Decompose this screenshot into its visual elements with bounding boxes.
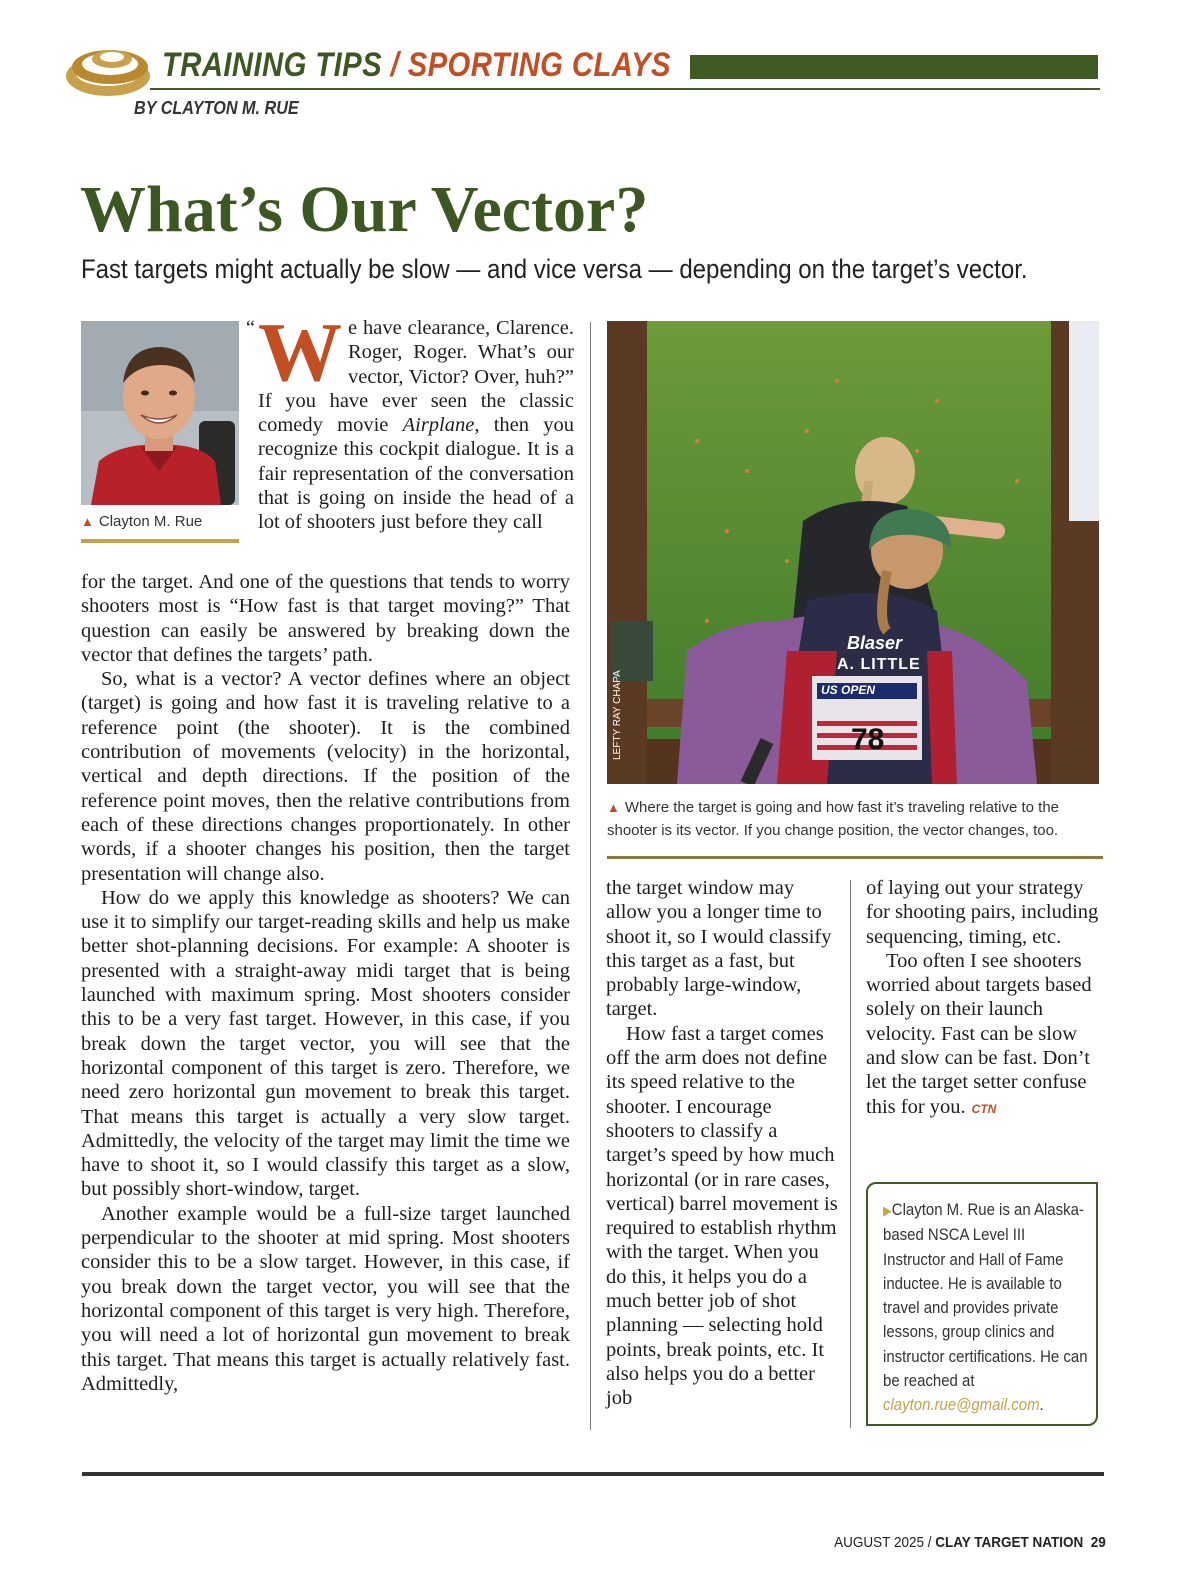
vest-name: A. LITTLE <box>837 656 921 673</box>
author-portrait-caption: ▲ Clayton M. Rue <box>81 513 203 530</box>
article-column-2 <box>606 876 838 1411</box>
page-number: 29 <box>1090 1534 1106 1551</box>
paragraph: the target window may allow you a longer time to shoot it, so I would classify this target as a fast, but probably large-window, target. <box>606 877 832 1021</box>
header-rule <box>150 88 1100 90</box>
movie-title: Airplane <box>402 414 475 437</box>
article-title: What’s Our Vector? <box>80 173 649 246</box>
paragraph: How do we apply this knowledge as shooters? We can use it to simplify our target-reading skills and help us make better shot-planning decisions. For example: A shooter is presented with a straight-away midi target that is being launched with maximum spring. Most shooters consider this to be a very fast target. However, in this case, if you break down the target vector, you will see that the horizontal component of this target is zero. Therefore, we need zero horizontal gun movement to break this target. That means this target is actually a very slow target. Admittedly, the velocity of the target may limit the time we have to shoot it, so I would classify this target as a slow, but possibly short-window, target. <box>81 886 570 1201</box>
article-column-1 <box>81 570 570 1396</box>
column-divider <box>850 880 851 1428</box>
article-column-3 <box>866 876 1100 1121</box>
footer-rule <box>82 1472 1104 1476</box>
caption-rule <box>607 856 1103 859</box>
paragraph: How fast a target comes off the arm does not define its speed relative to the shooter. I encourage shooters to classify a target’s speed by how much horizontal (or in rare cases, vertical) barrel movement is required to establish rhythm with the target. When you do this, it helps you do a much better job of shot planning — selecting hold points, break points, etc. It also helps you do a better job <box>606 1022 838 1410</box>
bib-label: US OPEN <box>821 683 876 697</box>
section-secondary: SPORTING CLAYS <box>407 46 671 84</box>
column-divider <box>590 322 591 1430</box>
author-email-link[interactable]: clayton.rue@gmail.com <box>883 1395 1040 1415</box>
magazine-name: CLAY TARGET NATION <box>935 1534 1084 1551</box>
byline: BY CLAYTON M. RUE <box>134 98 299 118</box>
section-separator: / <box>382 46 408 84</box>
issue-date: AUGUST 2025 <box>834 1534 925 1551</box>
caption-triangle-icon: ▲ <box>607 800 620 815</box>
paragraph: Too often I see shooters worried about targets based solely on their launch velocity. Fast can be slow and slow can be fast. Don’t let the target setter confuse this for you. CTN <box>866 949 1092 1118</box>
bib-number: 78 <box>851 723 885 756</box>
section-kicker <box>162 46 671 85</box>
photo-credit: LEFTY RAY CHAPA <box>612 670 623 760</box>
vest-brand: Blaser <box>847 633 903 653</box>
paragraph: Another example would be a full-size target launched perpendicular to the shooter at mid spring. Most shooters consider this to be a slow target. However, in this case, if you break down the target vector, you will see that the horizontal component of this target is very high. Therefore, you will need a lot of horizontal gun movement to break this target. That means this target is actually relatively fast. Admittedly, <box>81 1202 570 1395</box>
article-deck: Fast targets might actually be slow — and vice versa — depending on the target’s vector. <box>81 254 1028 284</box>
article-intro: “ We have clearance, Clarence. Roger, Roger. What’s our vector, Victor? Over, huh?” If you have ever seen the classic comedy movie Airplane, then you recognize this cockpit dialogue. It is a fair representation of the conversation that is going on inside the head of a lot of shooters just before they call <box>246 306 574 534</box>
opening-quote: “ <box>246 317 255 339</box>
bio-text: Clayton M. Rue is an Alaska-based NSCA Level III Instructor and Hall of Fame inductee. He is available to travel and provides private lessons, group clinics and instructor certifications. He can be reached at <box>883 1200 1088 1391</box>
paragraph: for the target. And one of the questions that tends to worry shooters most is “How fast is that target moving?” That question can easily be answered by breaking down the vector that defines the targets’ path. <box>81 571 570 666</box>
drop-cap: W <box>258 306 342 399</box>
portrait-rule <box>81 539 239 543</box>
author-portrait <box>81 321 239 505</box>
caption-triangle-icon: ▲ <box>81 514 94 529</box>
paragraph: So, what is a vector? A vector defines where an object (target) is going and how fast it is traveling relative to a reference point (the shooter). It is the combined contribution of movements (velocity) in the horizontal, vertical and depth directions. If the position of the reference point moves, then the relative contributions from each of these directions changes proportionately. In other words, if a shooter changes his position, then the target presentation will change also. <box>81 668 570 885</box>
page-footer: AUGUST 2025 / CLAY TARGET NATION 29 <box>834 1534 1106 1551</box>
author-bio-box: ▶Clayton M. Rue is an Alaska-based NSCA Level III Instructor and Hall of Fame inductee. He is available to travel and provides private lessons, group clinics and instructor certifications. He can be reached at clayton.rue@gmail.com. <box>866 1182 1098 1426</box>
header-bar <box>690 55 1098 79</box>
clay-target-logo-icon <box>62 40 154 102</box>
section-primary: TRAINING TIPS <box>162 46 383 84</box>
bio-arrow-icon: ▶ <box>883 1203 892 1218</box>
paragraph: of laying out your strategy for shooting pairs, including sequencing, timing, etc. <box>866 877 1099 948</box>
main-photo-caption: ▲ Where the target is going and how fast it’s traveling relative to the shooter is its vector. If you change position, the vector changes, too. <box>607 799 1060 839</box>
end-mark: CTN <box>971 1101 997 1116</box>
main-photo <box>607 321 1099 784</box>
